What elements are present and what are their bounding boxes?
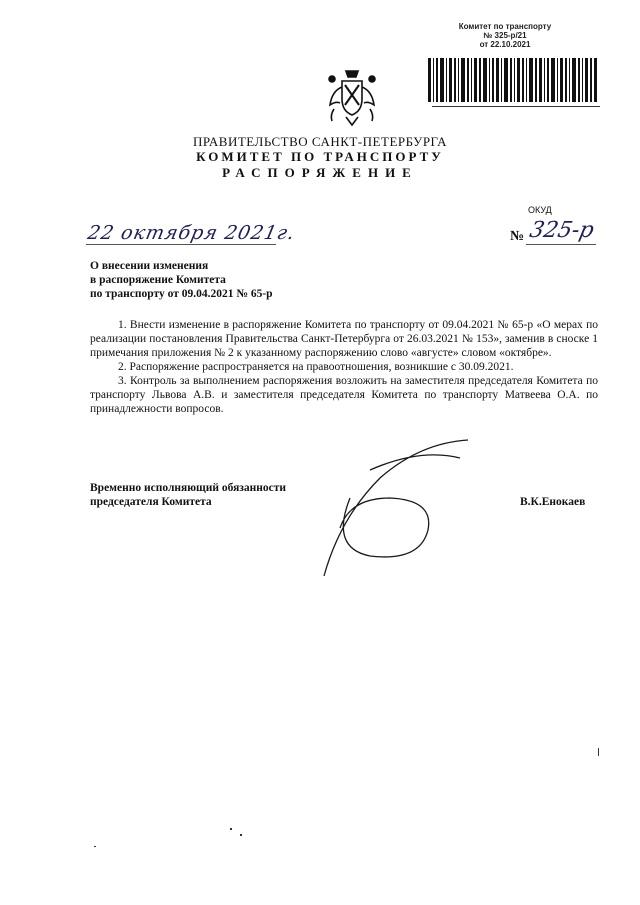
body-paragraph-1: 1. Внести изменение в распоряжение Комитета по транспорту от 09.04.2021 № 65-р «О мерах по реализации постановления Правительства Санкт-Петербурга от 26.03.2021 № 153», заменив в сноске 1 примечания приложения № 2 к указанному распоряжению слово «августе» словом «октябре».: [90, 319, 598, 359]
stamp-line-2: № 325-р/21: [483, 31, 527, 40]
signatory-title-line-2: председателя Комитета: [90, 496, 212, 508]
stamp-line-1: Комитет по транспорту: [458, 22, 552, 31]
body-paragraph-2: 2. Распоряжение распространяется на правоотношения, возникшие с 30.09.2021.: [118, 361, 514, 373]
scan-speck: [230, 828, 232, 830]
handwritten-date: 22 октября 2021г.: [85, 222, 298, 244]
date-underline: [86, 244, 276, 245]
signatory-name: В.К.Енокаев: [520, 496, 586, 508]
scan-speck: [240, 834, 242, 836]
signatory-title: [90, 481, 340, 509]
signatory-title-line-1: Временно исполняющий обязанности: [90, 482, 287, 494]
subject-line-1: О внесении изменения: [90, 260, 209, 272]
handwritten-signature-icon: [310, 438, 480, 578]
okud-label: ОКУД: [528, 205, 552, 215]
number-underline: [526, 244, 596, 245]
registration-stamp: [440, 22, 570, 49]
committee-title: КОМИТЕТ ПО ТРАНСПОРТУ: [196, 149, 444, 164]
body-paragraph-3: 3. Контроль за выполнением распоряжения возложить на заместителя председателя Комитета по транспорту Львова А.В. и заместителя председателя Комитета по транспорту Матвеева О.А. по принадлежности вопросов.: [90, 375, 598, 415]
document-type-title: РАСПОРЯЖЕНИЕ: [222, 165, 418, 180]
barcode-icon: [428, 58, 598, 102]
handwritten-number: 325-р: [527, 218, 597, 243]
barcode-underline: [432, 106, 600, 107]
number-label: №: [510, 229, 525, 244]
scan-speck: [598, 748, 599, 756]
scan-speck: [94, 846, 96, 847]
coat-of-arms-icon: [320, 65, 384, 129]
stamp-line-3: от 22.10.2021: [479, 40, 531, 49]
government-title: ПРАВИТЕЛЬСТВО САНКТ-ПЕТЕРБУРГА: [192, 134, 448, 149]
document-subject: [90, 259, 350, 301]
subject-line-2: в распоряжение Комитета: [90, 274, 226, 286]
subject-line-3: по транспорту от 09.04.2021 № 65-р: [90, 288, 273, 300]
document-body: [90, 318, 598, 416]
